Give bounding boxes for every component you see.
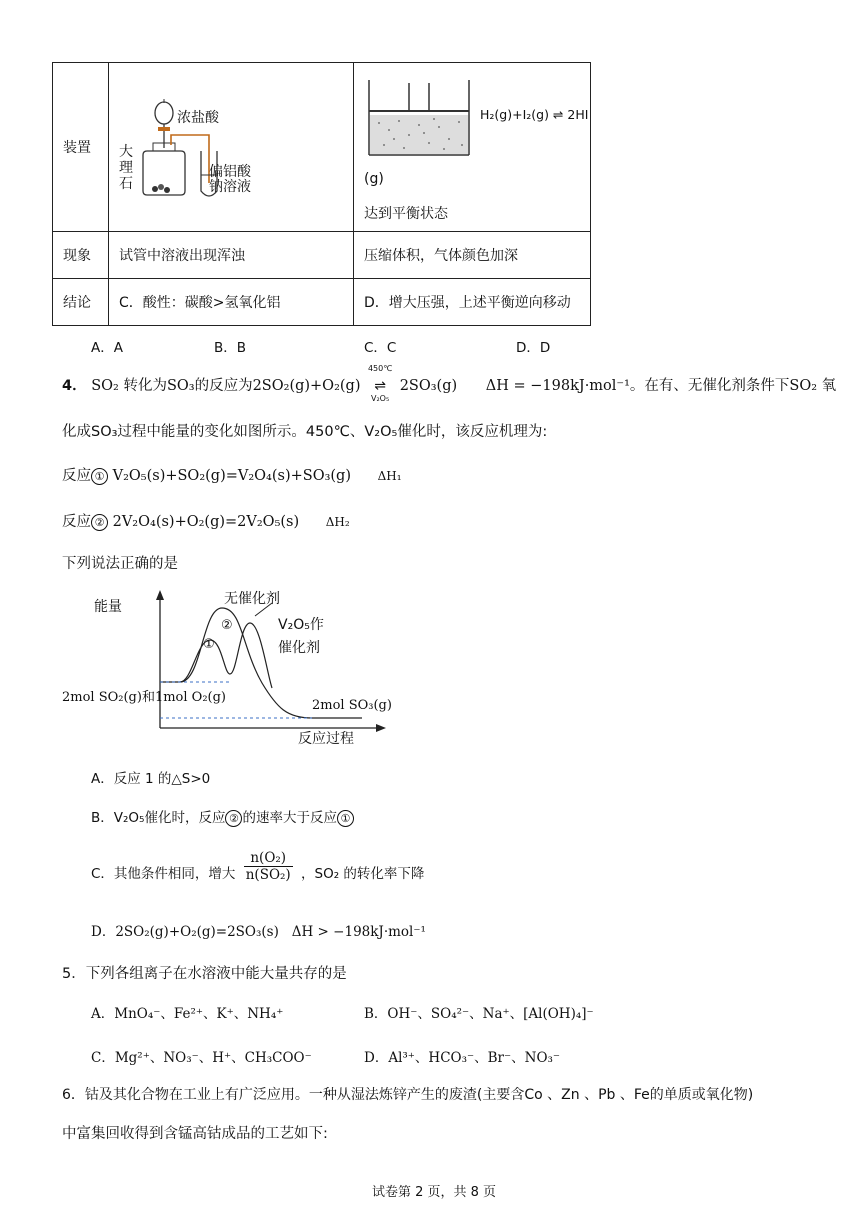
reactants-label: 2mol SO₂(g)和1mol O₂(g) bbox=[62, 690, 227, 705]
q6-stem-line1: 6．钴及其化合物在工业上有广泛应用。一种从湿法炼锌产生的废渣(主要含Co 、Zn 、Pb 、Fe的单质或氧化物) bbox=[62, 1087, 754, 1103]
reaction-progress-axis-label: 反应过程 bbox=[298, 731, 354, 747]
reagent-label-aluminate-1: 偏铝酸 bbox=[209, 164, 251, 180]
q4-equation-right: 2SO₃(g) bbox=[399, 378, 458, 394]
reagent-label-marble-1: 大 bbox=[119, 144, 133, 160]
reagent-label-hcl: 浓盐酸 bbox=[177, 110, 219, 126]
q4-reaction-1 bbox=[62, 464, 402, 485]
catalyst-label-line2: 催化剂 bbox=[278, 640, 320, 656]
q4-option-c-denominator: n(SO₂) bbox=[245, 867, 291, 883]
q3-option-d[interactable]: D．D bbox=[516, 340, 551, 356]
q4-condition-catalyst: V₂O₅ bbox=[371, 394, 390, 403]
reagent-label-aluminate-2: 钠溶液 bbox=[209, 179, 251, 195]
q5-stem: 5．下列各组离子在水溶液中能大量共存的是 bbox=[62, 966, 347, 982]
q4-option-b-text2: 的速率大于反应 bbox=[242, 810, 337, 826]
q4-option-c[interactable] bbox=[91, 850, 424, 894]
q4-option-b[interactable] bbox=[91, 806, 354, 827]
q4-reaction-1-eq: V₂O₅(s)+SO₂(g)=V₂O₄(s)+SO₃(g) bbox=[112, 468, 351, 484]
q4-condition-temp: 450℃ bbox=[367, 364, 393, 373]
phenomenon-left: 试管中溶液出现浑浊 bbox=[109, 232, 354, 279]
q4-number: 4． bbox=[62, 378, 87, 394]
q4-option-c-text1: C．其他条件相同，增大 bbox=[91, 866, 236, 882]
row-label-conclusion: 结论 bbox=[53, 279, 109, 326]
q4-reaction-2-label: 反应 bbox=[62, 514, 91, 530]
products-label: 2mol SO₃(g) bbox=[312, 698, 392, 713]
q4-stem-line2: 化成SO₃过程中能量的变化如图所示。450℃、V₂O₅催化时，该反应机理为: bbox=[62, 424, 548, 440]
q5-option-a[interactable]: A．MnO₄⁻、Fe²⁺、K⁺、NH₄⁺ bbox=[91, 1006, 284, 1022]
equilibrium-equation: H₂(g)+I₂(g) ⇌ 2HI bbox=[480, 107, 589, 122]
row-label-apparatus: 装置 bbox=[53, 63, 109, 232]
q4-option-d[interactable]: D．2SO₂(g)+O₂(g)=2SO₃(s) ΔH > −198kJ·mol⁻¹ bbox=[91, 924, 426, 940]
q4-reaction-1-num: ① bbox=[91, 468, 108, 485]
q4-option-b-text1: B．V₂O₅催化时，反应 bbox=[91, 810, 226, 826]
q5-option-d[interactable]: D．Al³⁺、HCO₃⁻、Br⁻、NO₃⁻ bbox=[364, 1050, 561, 1066]
reagent-label-marble-2: 理 bbox=[119, 160, 133, 176]
q4-equation-left: SO₂ 转化为SO₃的反应为2SO₂(g)+O₂(g) bbox=[91, 378, 361, 394]
q4-reaction-1-label: 反应 bbox=[62, 468, 91, 484]
q4-reaction-2 bbox=[62, 510, 350, 531]
q3-option-a[interactable]: A．A bbox=[91, 340, 123, 356]
q4-equilibrium-arrow: 450℃ ⇌ V₂O₅ bbox=[365, 378, 395, 394]
q3-option-b[interactable]: B．B bbox=[214, 340, 247, 356]
conclusion-right: D．增大压强，上述平衡逆向移动 bbox=[354, 279, 591, 326]
q4-reaction-1-dh: ΔH₁ bbox=[377, 469, 402, 483]
conclusion-left: C．酸性：碳酸>氢氧化铝 bbox=[109, 279, 354, 326]
experiment-table bbox=[52, 62, 591, 326]
q4-reaction-2-num: ② bbox=[91, 514, 108, 531]
q4-option-c-fraction bbox=[244, 850, 293, 883]
piston-cylinder-diagram bbox=[364, 75, 474, 165]
q4-reaction-2-dh: ΔH₂ bbox=[325, 515, 350, 529]
row-label-phenomenon: 现象 bbox=[53, 232, 109, 279]
energy-axis-label: 能量 bbox=[94, 599, 122, 615]
equilibrium-equation-tail: (g) bbox=[364, 171, 384, 187]
no-catalyst-label: 无催化剂 bbox=[224, 591, 280, 607]
q4-stem-line1 bbox=[62, 364, 837, 403]
q4-option-c-text2: ，SO₂ 的转化率下降 bbox=[301, 866, 425, 882]
q4-prompt: 下列说法正确的是 bbox=[62, 556, 178, 572]
gas-generator-diagram bbox=[109, 63, 333, 231]
apparatus-cell-right bbox=[354, 63, 591, 232]
catalyst-label-line1: V₂O₅作 bbox=[278, 617, 324, 633]
reagent-label-marble-3: 石 bbox=[119, 176, 133, 192]
q6-stem-line2: 中富集回收得到含锰高钴成品的工艺如下: bbox=[62, 1126, 328, 1142]
q4-option-b-n2: ② bbox=[225, 810, 242, 827]
q4-option-b-n1: ① bbox=[337, 810, 354, 827]
phenomenon-right: 压缩体积，气体颜色加深 bbox=[354, 232, 591, 279]
equilibrium-state-label: 达到平衡状态 bbox=[364, 206, 448, 222]
q4-option-c-numerator: n(O₂) bbox=[244, 850, 293, 867]
q5-option-b[interactable]: B．OH⁻、SO₄²⁻、Na⁺、[Al(OH)₄]⁻ bbox=[364, 1006, 594, 1022]
page-footer: 试卷第 2 页，共 8 页 bbox=[371, 1185, 497, 1200]
q5-option-c[interactable]: C．Mg²⁺、NO₃⁻、H⁺、CH₃COO⁻ bbox=[91, 1050, 312, 1066]
apparatus-cell-left bbox=[109, 63, 354, 232]
step-2-mark: ② bbox=[221, 618, 233, 633]
q3-option-c[interactable]: C．C bbox=[364, 340, 397, 356]
q4-reaction-2-eq: 2V₂O₄(s)+O₂(g)=2V₂O₅(s) bbox=[112, 514, 300, 530]
q4-enthalpy: ΔH = −198kJ·mol⁻¹。在有、无催化剂条件下SO₂ 氧 bbox=[485, 378, 837, 394]
step-1-mark: ① bbox=[203, 637, 215, 652]
q4-option-a[interactable]: A．反应 1 的△S>0 bbox=[91, 771, 211, 787]
